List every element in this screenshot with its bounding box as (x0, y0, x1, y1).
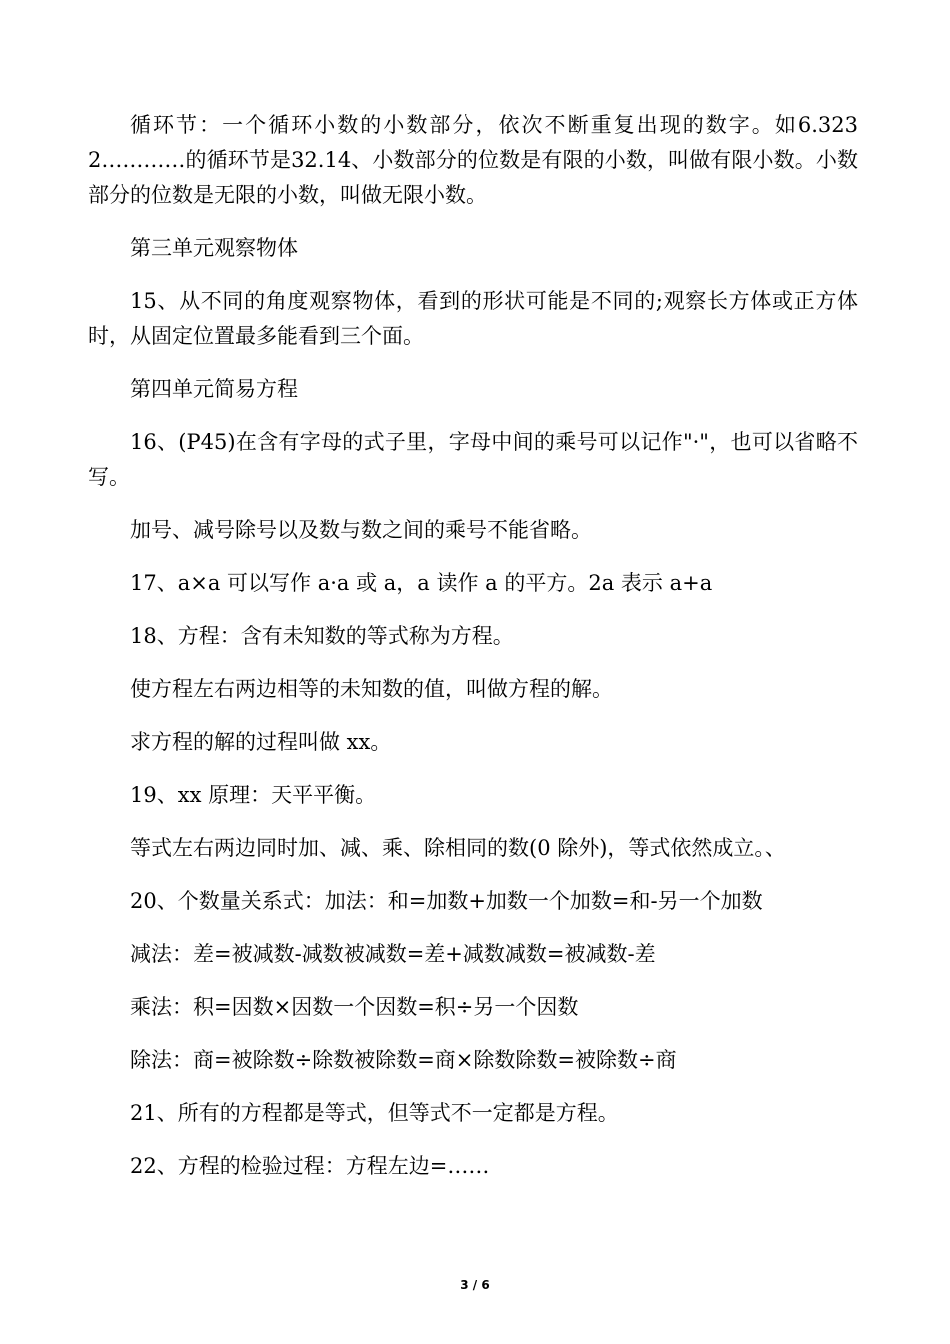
paragraph-repeating-decimal: 循环节：一个循环小数的小数部分，依次不断重复出现的数字。如6.3232…………的循环节是32.14、小数部分的位数是有限的小数，叫做有限小数。小数部分的位数是无限的小数，叫做无限小数。 (88, 113, 858, 207)
paragraph-item-15: 15、从不同的角度观察物体，看到的形状可能是不同的;观察长方体或正方体时，从固定位置最多能看到三个面。 (88, 289, 858, 348)
paragraph-item-20: 20、个数量关系式：加法：和=加数+加数一个加数=和-另一个加数 (130, 889, 763, 913)
paragraph-item-18: 18、方程：含有未知数的等式称为方程。 (130, 624, 514, 648)
paragraph-solution-definition: 使方程左右两边相等的未知数的值，叫做方程的解。 (130, 677, 613, 701)
paragraph-solving-definition: 求方程的解的过程叫做 xx。 (130, 730, 392, 754)
document-body (88, 108, 858, 1202)
heading-unit-3: 第三单元观察物体 (130, 236, 298, 260)
heading-unit-4: 第四单元简易方程 (130, 377, 298, 401)
paragraph-item-17: 17、a×a 可以写作 a·a 或 a，a 读作 a 的平方。2a 表示 a+a (130, 571, 713, 595)
paragraph-item-16: 16、(P45)在含有字母的式子里，字母中间的乘号可以记作"·"，也可以省略不写。 (88, 430, 858, 489)
page-number: 3 / 6 (460, 1278, 490, 1292)
paragraph-item-19: 19、xx 原理：天平平衡。 (130, 783, 377, 807)
paragraph-operators-note: 加号、减号除号以及数与数之间的乘号不能省略。 (130, 518, 592, 542)
paragraph-item-22: 22、方程的检验过程：方程左边=…… (130, 1154, 490, 1178)
paragraph-equality-property: 等式左右两边同时加、减、乘、除相同的数(0 除外)，等式依然成立。、 (130, 836, 786, 860)
paragraph-subtraction-relations: 减法：差=被减数-减数被减数=差+减数减数=被减数-差 (130, 942, 656, 966)
paragraph-item-21: 21、所有的方程都是等式，但等式不一定都是方程。 (130, 1101, 619, 1125)
paragraph-division-relations: 除法：商=被除数÷除数被除数=商×除数除数=被除数÷商 (130, 1048, 677, 1072)
paragraph-multiplication-relations: 乘法：积=因数×因数一个因数=积÷另一个因数 (130, 995, 579, 1019)
